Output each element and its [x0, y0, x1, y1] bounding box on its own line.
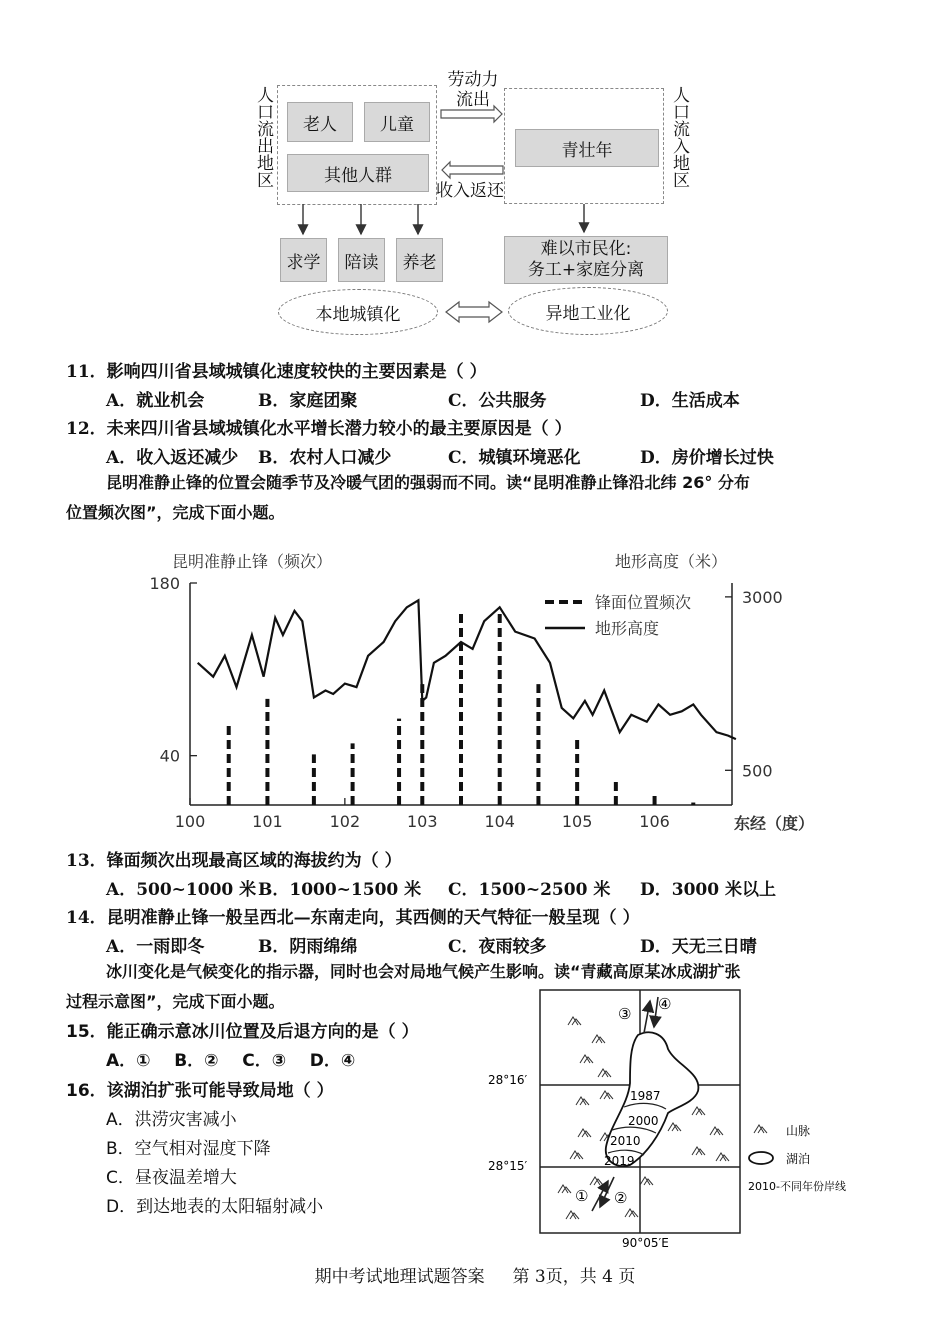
mark-4: ④: [658, 995, 672, 1013]
left-tick-label: 180: [149, 574, 180, 593]
q12-stem: 12．未来四川省县域城镇化水平增长潜力较小的最主要原因是（ ）: [66, 419, 572, 439]
intro-front-line2: 位置频次图”，完成下面小题。: [66, 503, 285, 522]
q11-option-d[interactable]: D．生活成本: [640, 391, 740, 411]
x-tick-label: 103: [407, 812, 438, 831]
q12-option-c[interactable]: C．城镇环境恶化: [448, 448, 581, 468]
elderly-label: 老人: [303, 114, 337, 135]
q12-option-a[interactable]: A．收入返还减少: [106, 448, 239, 468]
retire-label: 养老: [402, 252, 437, 273]
left-tick-label: 40: [159, 746, 180, 766]
q12-option-b[interactable]: B．农村人口减少: [258, 448, 392, 468]
q13-option-b[interactable]: B．1000~1500 米: [258, 880, 422, 900]
accompany-label: 陪读: [344, 252, 379, 273]
inflow-region-text: 人口流入地区: [669, 86, 689, 188]
year-2019-label: 2019: [604, 1154, 635, 1168]
intro-front-passage: [66, 468, 896, 528]
q16-option-a[interactable]: A．洪涝灾害减小: [106, 1110, 237, 1130]
q11-option-b[interactable]: B．家庭团聚: [258, 391, 358, 411]
x-tick-label: 102: [329, 812, 361, 831]
right-tick-label: 3000: [742, 587, 783, 607]
mark-2: ②: [614, 1189, 628, 1207]
labor-outflow-line1: 劳动力: [447, 70, 499, 90]
intro-glacier-line2: 过程示意图”，完成下面小题。: [66, 992, 285, 1011]
q14-option-b[interactable]: B．阴雨绵绵: [258, 937, 358, 957]
intro-glacier-line1: 冰川变化是气候变化的指示器，同时也会对局地气候产生影响。读“青藏高原某冰成湖扩张: [106, 962, 741, 981]
year-2010-label: 2010: [610, 1134, 641, 1148]
x-tick-label: 101: [252, 812, 283, 831]
local-urbanization-label: 本地城镇化: [315, 304, 401, 325]
q16-stem: 16．该湖泊扩张可能导致局地（ ）: [66, 1081, 334, 1101]
q11-stem: 11．影响四川省县域城镇化速度较快的主要因素是（ ）: [66, 362, 487, 382]
others-label: 其他人群: [324, 165, 392, 186]
lat-label-2: 28°15′: [488, 1159, 528, 1173]
labor-outflow-arrow: [441, 106, 502, 122]
x-axis-label: 东经（度）: [734, 814, 815, 833]
x-tick-label: 100: [174, 812, 206, 831]
legend-frequency-label: 锋面位置频次: [595, 593, 692, 612]
income-return-label: 收入返还: [436, 181, 504, 201]
legend-lake-label: 湖泊: [786, 1152, 811, 1166]
q14-stem: 14．昆明准静止锋一般呈西北—东南走向，其西侧的天气特征一般呈现（ ）: [66, 908, 640, 928]
front-frequency-chart: [140, 545, 830, 835]
left-axis-title: 昆明准静止锋（频次）: [172, 552, 333, 571]
legend-mountain-label: 山脉: [786, 1124, 811, 1138]
lat-label-1: 28°16′: [488, 1073, 528, 1087]
labor-outflow-line2: 流出: [456, 90, 490, 110]
glacier-lake-map: [480, 985, 880, 1255]
x-tick-label: 106: [639, 812, 670, 831]
year-1987-label: 1987: [630, 1089, 661, 1103]
q15-options[interactable]: A．① B．② C．③ D．④: [106, 1051, 356, 1071]
legend-shoreline-label: 2010-不同年份岸线: [748, 1180, 846, 1193]
children-label: 儿童: [380, 114, 414, 135]
q13-option-a[interactable]: A．500~1000 米: [106, 880, 257, 900]
right-axis-title: 地形高度（米）: [615, 552, 728, 571]
difficulty-line1: 难以市民化:: [540, 239, 632, 259]
intro-front-line1: 昆明准静止锋的位置会随季节及冷暖气团的强弱而不同。读“昆明准静止锋沿北纬 26° 分布: [106, 473, 750, 492]
arrow-4: [644, 1001, 650, 1033]
q13-stem: 13．锋面频次出现最高区域的海拔约为（ ）: [66, 851, 402, 871]
right-tick-label: 500: [742, 761, 773, 781]
year-2000-label: 2000: [628, 1114, 659, 1128]
q11-option-a[interactable]: A．就业机会: [106, 391, 205, 411]
q16-option-c[interactable]: C．昼夜温差增大: [106, 1168, 237, 1188]
legend-mountain-icon: [754, 1125, 767, 1133]
x-tick-label: 105: [561, 812, 593, 831]
income-return-arrow: [442, 162, 503, 178]
bidirectional-arrow: [446, 302, 502, 322]
q13-option-c[interactable]: C．1500~2500 米: [448, 880, 611, 900]
q14-option-d[interactable]: D．天无三日晴: [640, 937, 757, 957]
remote-industrialization-label: 异地工业化: [545, 303, 631, 324]
study-label: 求学: [286, 252, 321, 273]
x-tick-label: 104: [484, 812, 515, 831]
q12-option-d[interactable]: D．房价增长过快: [640, 448, 774, 468]
q16-option-d[interactable]: D．到达地表的太阳辐射减小: [106, 1197, 324, 1217]
q16-option-b[interactable]: B．空气相对湿度下降: [106, 1139, 271, 1159]
q11-option-c[interactable]: C．公共服务: [448, 391, 547, 411]
lon-label: 90°05′E: [622, 1236, 669, 1250]
outflow-region-text: 人口流出地区: [253, 86, 273, 188]
legend-lake-icon: [749, 1152, 773, 1164]
youth-label: 青壮年: [561, 140, 613, 161]
difficulty-line2: 务工+家庭分离: [527, 260, 645, 280]
mark-1: ①: [575, 1187, 589, 1205]
mark-3: ③: [618, 1005, 632, 1023]
q14-option-a[interactable]: A．一雨即冬: [106, 937, 205, 957]
q14-option-c[interactable]: C．夜雨较多: [448, 937, 547, 957]
legend-terrain-label: 地形高度: [595, 619, 660, 638]
page-footer: 期中考试地理试题答案 第 3页，共 4 页: [314, 1267, 636, 1287]
q13-option-d[interactable]: D．3000 米以上: [640, 880, 776, 900]
q15-stem: 15．能正确示意冰川位置及后退方向的是（ ）: [66, 1022, 419, 1042]
flow-arrows: [0, 0, 950, 345]
